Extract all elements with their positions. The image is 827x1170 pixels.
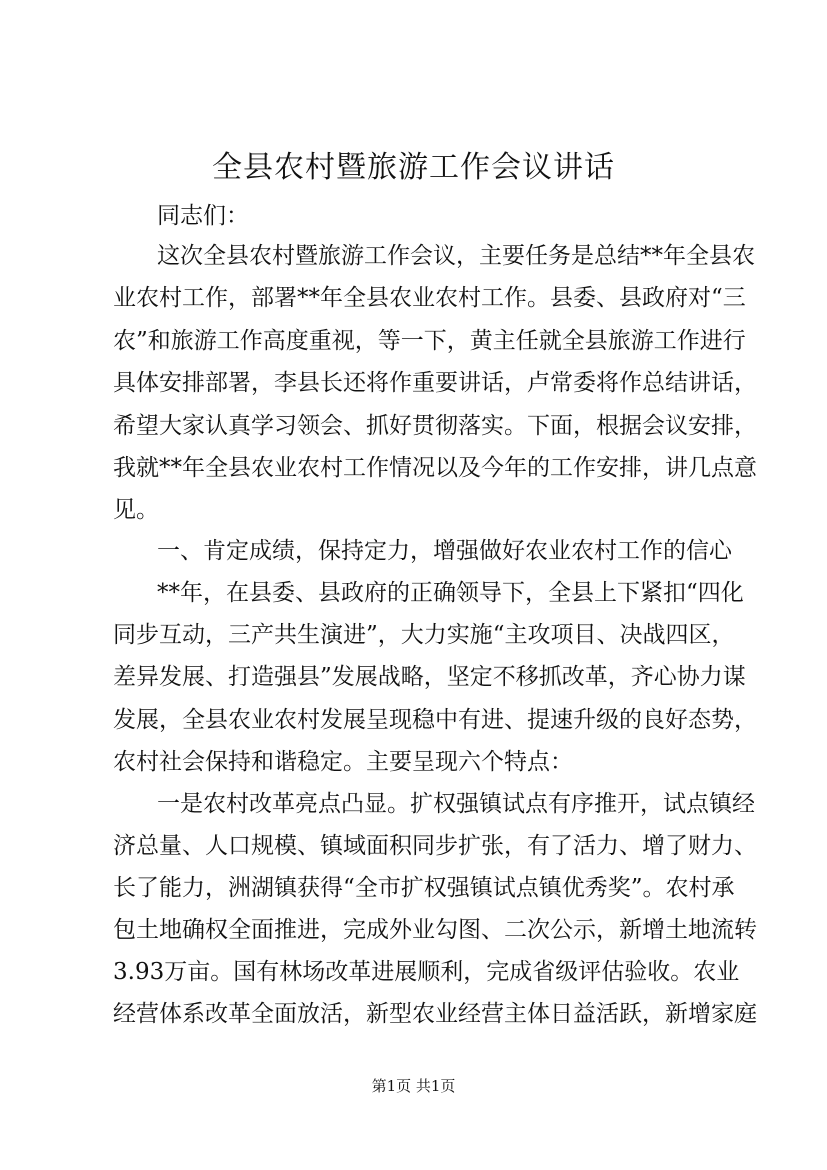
- paragraph-line: 经营体系改革全面放活，新型农业经营主体日益活跃，新增家庭: [113, 1001, 757, 1027]
- paragraph-line: 发展，全县农业农村发展呈现稳中有进、提速升级的良好态势，: [113, 707, 757, 733]
- paragraph-line: 同步互动，三产共生演进”，大力实施“主攻项目、决战四区，: [113, 622, 735, 648]
- paragraph-line: 3.93万亩。国有林场改革进展顺利，完成省级评估验收。农业: [113, 959, 740, 985]
- section-heading: 一、肯定成绩，保持定力，增强做好农业农村工作的信心: [157, 538, 732, 564]
- paragraph-line: **年，在县委、县政府的正确领导下，全县上下紧扣“四化: [157, 580, 744, 606]
- paragraph-line: 希望大家认真学习领会、抓好贯彻落实。下面，根据会议安排，: [113, 413, 757, 439]
- page-footer: 第1页 共1页: [371, 1077, 456, 1095]
- paragraph-line: 包土地确权全面推进，完成外业勾图、二次公示，新增土地流转: [113, 917, 757, 943]
- paragraph-line: 差异发展、打造强县”发展战略，坚定不移抓改革，齐心协力谋: [113, 664, 746, 690]
- paragraph-line: 这次全县农村暨旅游工作会议，主要任务是总结**年全县农: [157, 243, 755, 269]
- paragraph-line: 我就**年全县农业农村工作情况以及今年的工作安排，讲几点意: [113, 455, 757, 481]
- salutation: 同志们：: [157, 203, 249, 229]
- paragraph-line: 业农村工作，部署**年全县农业农村工作。县委、县政府对“三: [113, 285, 746, 311]
- paragraph-line: 长了能力，洲湖镇获得“全市扩权强镇试点镇优秀奖”。农村承: [113, 875, 735, 901]
- paragraph-line: 农”和旅游工作高度重视，等一下，黄主任就全县旅游工作进行: [113, 328, 746, 354]
- paragraph-line: 济总量、人口规模、镇域面积同步扩张，有了活力、增了财力、: [113, 833, 757, 859]
- document-title: 全县农村暨旅游工作会议讲话: [212, 150, 615, 185]
- paragraph-line: 见。: [113, 497, 159, 523]
- paragraph-line: 具体安排部署，李县长还将作重要讲话，卢常委将作总结讲话，: [113, 370, 757, 396]
- paragraph-line: 一是农村改革亮点凸显。扩权强镇试点有序推开，试点镇经: [157, 791, 755, 817]
- paragraph-line: 农村社会保持和谐稳定。主要呈现六个特点：: [113, 749, 573, 775]
